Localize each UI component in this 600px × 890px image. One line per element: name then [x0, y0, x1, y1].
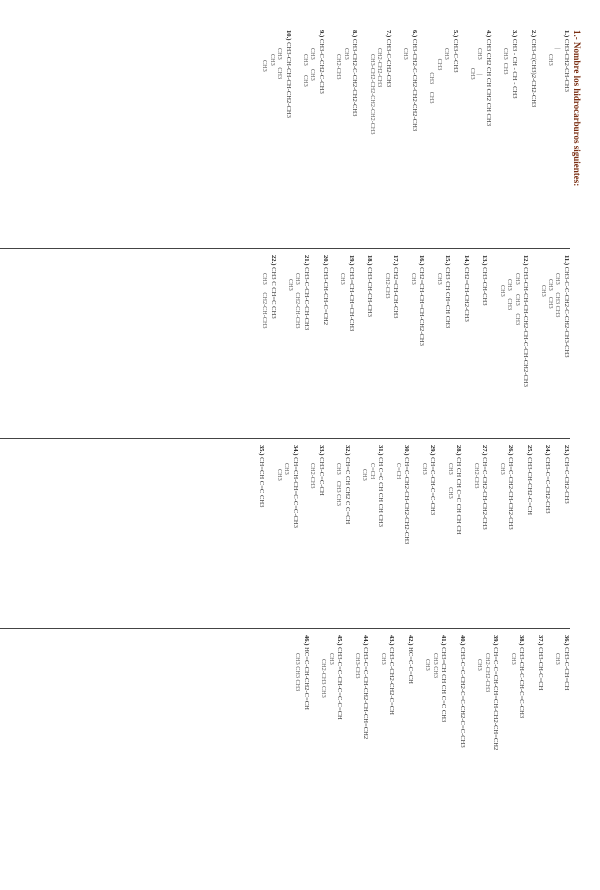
substituent-line: CH2-CH2-CH3 — [483, 653, 491, 693]
column-4 — [284, 635, 570, 890]
substituent-line: CH3 — [361, 469, 369, 481]
substituent-line: | — [554, 48, 562, 50]
substituent-line: CH3 — [268, 54, 276, 66]
exercise-number: 12.) — [522, 255, 530, 266]
substituent-line: CH3 CH3 CH3 — [554, 273, 562, 318]
exercise-formula: CH3-CH2-C-CH2-CH2-CH2-CH3 — [410, 38, 418, 132]
exercise-number: 37.) — [537, 635, 544, 646]
exercise-formula: CH3-C=C-CH2-CH3 — [544, 457, 552, 514]
exercise-formula-line — [561, 635, 570, 890]
exercise-number: 18.) — [366, 255, 374, 266]
substituent-line: CH3 CH3 — [275, 48, 283, 80]
exercise-formula-line — [517, 635, 526, 890]
exercise-formula: HC=C-CH-CH2-C=CH — [303, 647, 310, 710]
exercise-number: 29.) — [429, 445, 437, 456]
column-1 — [251, 30, 570, 285]
exercise-formula-line — [450, 30, 459, 285]
exercise-number: 36.) — [563, 635, 570, 646]
exercise-formula: CH=CH C=C CH3 — [258, 457, 266, 508]
exercise-item — [469, 30, 492, 285]
exercise-formula: CH=C-CH-C=C-CH3 — [429, 457, 437, 516]
exercise-formula: CH3-C-CH2-C-CH3 — [317, 38, 325, 94]
exercise-formula: CH3-C-CH3 — [451, 38, 459, 73]
exercise-number: 35.) — [258, 445, 266, 456]
substituent-line: CH3 CH3 — [547, 279, 554, 309]
exercise-formula-line — [335, 635, 344, 890]
exercise-item — [302, 30, 325, 285]
rotated-content — [12, 30, 582, 830]
substituent-line: CH3 — [424, 659, 432, 671]
exercise-formula: CH=C-CH2-CH3 — [563, 457, 570, 504]
exercise-formula-line — [316, 30, 325, 285]
exercise-formula-line — [405, 635, 414, 890]
exercise-formula: CH3-C-CH2-CH3 — [384, 38, 392, 88]
exercise-item — [424, 635, 447, 890]
substituent-line: CH3 CH3 CH3 — [513, 273, 521, 326]
exercise-formula: CH3-C-CH=CH — [563, 647, 570, 691]
substituent-line: CH3 — [539, 285, 547, 297]
substituent-line: CH3 — [287, 279, 294, 291]
exercise-number: 38.) — [518, 635, 526, 646]
exercise-number: 2.) — [529, 30, 537, 38]
exercise-formula: CH=CH-CH=C-C=C-CH3 — [291, 457, 299, 528]
exercise-item — [428, 30, 459, 285]
exercise-formula: CH3-CH-CH-C=CH2 — [321, 267, 329, 326]
substituent-line: CH2-CH3 — [472, 463, 480, 489]
exercise-number: 13.) — [481, 255, 489, 266]
substituent-line: CH3 — [498, 463, 506, 475]
exercise-formula-line — [528, 30, 537, 285]
exercise-item — [405, 635, 414, 890]
exercise-formula: CH3-C-CH-C-CH-CH3 — [303, 267, 310, 331]
exercise-item — [554, 635, 570, 890]
exercise-number: 8.) — [351, 30, 359, 38]
substituent-line: CH3 CH3 — [502, 48, 510, 75]
exercise-number: 17.) — [392, 255, 400, 266]
exercise-formula-line — [387, 635, 396, 890]
exercise-formula-line — [409, 30, 418, 285]
exercise-formula: CH3 - CH - CH - CH3 — [511, 38, 518, 99]
substituent-line: CH3 CH3 — [301, 54, 309, 87]
exercise-number: 27.) — [481, 445, 489, 456]
substituent-line: CH3 CH3 CH3 — [294, 653, 302, 692]
substituent-line: CH3 — [275, 469, 283, 481]
exercise-formula: CH3=CH CH CH C=C CH3 — [440, 647, 448, 723]
substituent-line: C=CH — [368, 463, 376, 480]
exercise-item — [535, 635, 544, 890]
substituent-line: CH3 — [283, 463, 291, 475]
exercise-number: 39.) — [492, 635, 500, 646]
exercise-item — [257, 445, 266, 700]
exercise-formula-line — [383, 30, 392, 285]
substituent-line: CH3 — [379, 653, 387, 665]
exercise-item — [547, 30, 570, 285]
exercise-formula: CH3-C=C-CH-CH2-CH-CH=CH2 — [362, 647, 370, 740]
exercise-item — [353, 635, 369, 890]
exercise-formula-line — [509, 30, 518, 285]
exercise-number: 20.) — [321, 255, 329, 266]
exercise-number: 30.) — [403, 445, 411, 456]
exercise-number: 14.) — [462, 255, 470, 266]
exercise-number: 6.) — [410, 30, 418, 38]
exercise-formula: CH3-C-C-CH2-C-CH2-CH3-CH3 — [563, 266, 570, 358]
exercise-item — [476, 635, 499, 890]
substituent-line: CH3 — [435, 273, 443, 285]
exercise-number: 9.) — [317, 30, 325, 38]
exercise-formula: CH3 C CH=C CH3 — [269, 267, 277, 319]
substituent-line: CH3 CH3 — [446, 463, 454, 499]
exercise-number: 7.) — [384, 30, 392, 38]
substituent-line: CH3 CH3 CH3 — [335, 463, 343, 506]
exercise-formula-line — [301, 635, 310, 890]
exercise-number: 4.) — [485, 30, 492, 38]
substituent-line: CH3 — [420, 463, 428, 475]
substituent-line: CH3-CH2-CH2-CH2-CH2-CH3 — [368, 54, 376, 135]
substituent-line: CH3 — [327, 653, 335, 665]
exercise-number: 5.) — [451, 30, 459, 38]
exercise-formula: CH2=CH-CH=CH-CH2-CH3 — [418, 267, 426, 346]
exercise-number: 24.) — [544, 445, 552, 456]
exercise-formula: CH2=CH-CH-CH3 — [392, 267, 400, 319]
exercise-formula: CH=C-CH2-CH-CH2-CH3 — [481, 457, 489, 530]
exercise-formula: CH CH CH C=C CH CH CH — [455, 457, 463, 535]
exercise-formula-line — [491, 635, 500, 890]
substituent-line: CH3 — [469, 54, 476, 80]
exercise-number: 45.) — [336, 635, 344, 646]
substituent-line: CH3 — [342, 48, 350, 60]
exercise-formula: CH3-CH2-C-CH2-CH2-CH3 — [351, 38, 359, 117]
exercise-number: 3.) — [511, 30, 518, 38]
exercise-item — [402, 30, 418, 285]
exercise-number: 33.) — [317, 445, 325, 456]
exercise-number: 31.) — [377, 445, 385, 456]
exercise-formula: CH3 CH2 CH CH CH2 CH CH3 — [485, 38, 492, 127]
substituent-line: C=CH — [394, 463, 402, 480]
exercise-formula-line — [361, 635, 370, 890]
exercise-number: 44.) — [362, 635, 370, 646]
column-divider — [0, 438, 570, 439]
substituent-line: CH3 CH3 — [431, 653, 439, 678]
exercise-item — [502, 30, 518, 285]
substituent-line: CH3 — [509, 653, 517, 665]
exercise-formula: CH=C-CH2-CH-CH2-CH3 — [507, 457, 515, 530]
exercise-number: 34.) — [291, 445, 299, 456]
exercise-formula-line — [347, 30, 359, 285]
exercise-number: 25.) — [525, 445, 533, 456]
exercise-formula: CH3=CH-CH=CH-CH3 — [347, 267, 355, 332]
exercise-formula-line — [257, 445, 266, 700]
substituent-line: CH2-CH3 — [383, 273, 391, 299]
exercise-number: 40.) — [459, 635, 466, 646]
exercise-formula: CH C=C CH CH CH CH3 — [377, 457, 385, 527]
exercise-formula-line — [483, 30, 492, 285]
exercise-item — [368, 30, 391, 285]
exercise-formula: CH3-C=C-CH-C=C-C=CH — [336, 647, 344, 720]
substituent-line: CH2-CH3 — [335, 54, 343, 80]
exercise-number: 11.) — [563, 255, 570, 266]
exercise-number: 21.) — [303, 255, 310, 266]
exercise-number: 42.) — [407, 635, 414, 646]
exercise-formula: CH3-C(CH3)2-CH2-CH3 — [529, 38, 537, 108]
exercise-formula: CH3-CH-C=CH — [537, 647, 544, 691]
exercise-formula-line — [535, 635, 544, 890]
exercise-formula: CH3-CH-CH2-C=CH — [525, 457, 533, 516]
exercise-formula: CH3-C=C-CH2-C=C-CH2-C=C-CH3 — [459, 647, 466, 748]
substituent-line: CH3 CH2-CH-CH3 — [294, 273, 302, 329]
exercise-number: 10.) — [284, 30, 292, 41]
exercise-formula: CH=C-CH2-CH-CH2-CH2-CH3 — [403, 457, 411, 545]
exercise-formula: CH3-CH-C-CH-C=C-CH3 — [518, 647, 526, 719]
exercise-formula-line — [439, 635, 448, 890]
substituent-line: CH3 — [443, 48, 450, 60]
substituent-line: CH3 CH3 — [428, 60, 436, 104]
substituent-line: CH3 — [339, 273, 346, 285]
exercise-formula: CH3-C-CH2-CH2-C=CH — [388, 647, 396, 715]
exercise-item — [528, 30, 537, 285]
exercise-formula: CH=C-C=CH-CH=CH-CH2-CH=CH2 — [492, 647, 500, 751]
exercise-formula: CH2=CH-CH2-CH3 — [462, 267, 470, 322]
substituent-line: CH3 — [261, 60, 269, 72]
substituent-line: CH3 CH3 — [506, 279, 514, 311]
exercise-item — [509, 635, 525, 890]
exercise-number: 22.) — [269, 255, 277, 266]
exercise-formula: CH3-CH-CH3 — [481, 267, 489, 306]
exercise-formula-line — [457, 635, 466, 890]
exercise-formula: CH3-CH-CH-CH3 — [366, 267, 374, 317]
exercise-item — [294, 635, 310, 890]
substituent-line: CH3 — [435, 54, 443, 71]
substituent-line: CH3 — [547, 54, 554, 66]
substituent-line: CH3 | — [476, 48, 484, 75]
exercise-number: 15.) — [444, 255, 452, 266]
substituent-line: CH3 — [402, 48, 410, 60]
exercise-formula: CH3-CH-CH-CH-CH2-CH-C-CH-CH2-CH3 — [522, 267, 530, 387]
exercise-formula: HC=C-C=CH — [407, 647, 414, 684]
exercise-item — [457, 635, 466, 890]
exercise-formula: CH3-C=C-CH — [317, 457, 325, 496]
exercise-formula: CH3 CH CH=CH CH3 — [444, 267, 452, 329]
exercise-number: 26.) — [507, 445, 515, 456]
substituent-line: CH3 — [554, 653, 562, 665]
exercise-number: 19.) — [347, 255, 355, 266]
exercise-item — [261, 30, 292, 285]
exercise-formula: CH3-CH2-CH-CH3 — [563, 38, 570, 92]
exercise-number: 43.) — [388, 635, 396, 646]
substituent-line: CH2-CH3 CH3 — [320, 659, 328, 698]
exercise-number: 28.) — [455, 445, 463, 456]
substituent-line: CH3 CH2-CH-CH3 — [261, 273, 268, 329]
column-divider — [0, 628, 570, 629]
substituent-line: CH3 CH3 — [309, 48, 317, 81]
exercise-number: 1.) — [563, 30, 570, 38]
exercise-number: 16.) — [418, 255, 426, 266]
substituent-line: CH3 — [409, 273, 417, 285]
exercise-formula: CH=C CH CH2 C C=CH — [343, 457, 351, 525]
exercise-number: 32.) — [343, 445, 351, 456]
substituent-line: CH2-CH3 — [309, 463, 317, 489]
worksheet-title: 1.- Nombre los hidrocarburos siguientes: — [572, 30, 582, 187]
exercise-number: 23.) — [563, 445, 570, 456]
exercise-formula-line — [283, 30, 292, 285]
exercise-formula: CH3-CH-CH-CH-CH2-CH3 — [284, 42, 292, 118]
exercise-number: 41.) — [440, 635, 448, 646]
substituent-line: CH3-CH3 — [353, 653, 361, 679]
exercise-item — [335, 30, 358, 285]
exercise-formula-line — [561, 30, 570, 285]
substituent-line: CH2-CH2-CH3 — [376, 48, 384, 88]
exercise-item — [320, 635, 343, 890]
column-divider — [0, 248, 570, 249]
substituent-line: CH3 — [498, 285, 506, 297]
exercise-item — [379, 635, 395, 890]
exercise-number: 46.) — [303, 635, 310, 646]
substituent-line: CH3 — [476, 659, 484, 671]
